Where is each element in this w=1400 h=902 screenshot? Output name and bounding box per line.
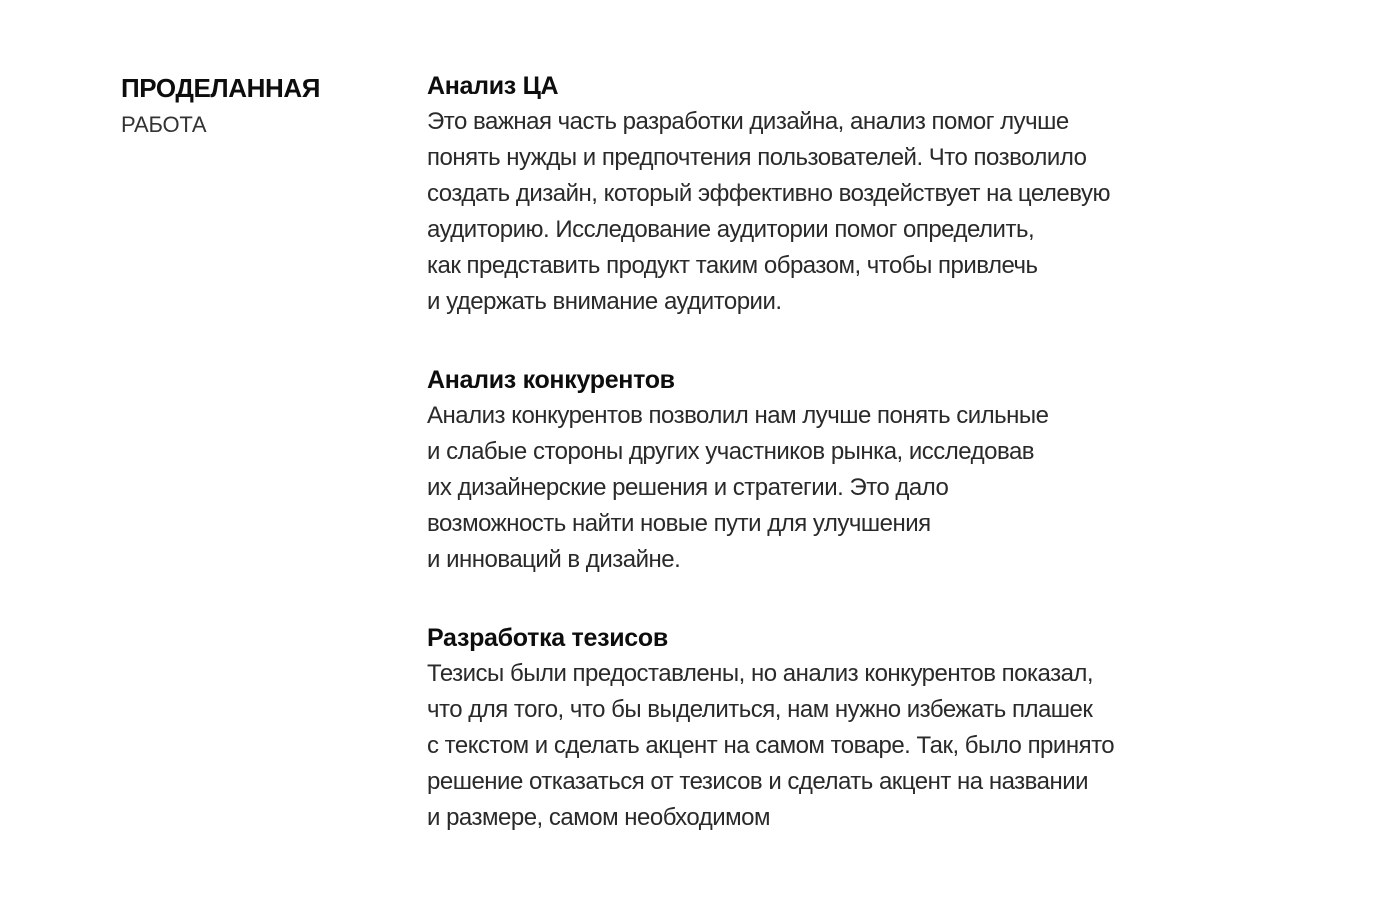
section-theses-development <box>427 620 1357 836</box>
section-competitor-analysis <box>427 362 1357 578</box>
paragraph-line: и удержать внимание аудитории. <box>427 288 782 315</box>
paragraph-line: Это важная часть разработки дизайна, анализ помог лучше <box>427 108 1069 135</box>
section-audience-analysis <box>427 68 1357 320</box>
section-body <box>427 398 1357 578</box>
paragraph-line: понять нужды и предпочтения пользователей. Что позволило <box>427 144 1087 171</box>
paragraph-line: что для того, что бы выделиться, нам нужно избежать плашек <box>427 696 1093 723</box>
section-heading: Разработка тезисов <box>427 624 668 652</box>
section-body <box>427 656 1357 836</box>
paragraph-line: аудиторию. Исследование аудитории помог определить, <box>427 216 1035 243</box>
paragraph-line: Анализ конкурентов позволил нам лучше понять сильные <box>427 402 1049 429</box>
section-heading: Анализ конкурентов <box>427 366 675 394</box>
paragraph-line: возможность найти новые пути для улучшения <box>427 510 931 537</box>
section-heading: Анализ ЦА <box>427 72 559 100</box>
paragraph-line: как представить продукт таким образом, чтобы привлечь <box>427 252 1038 279</box>
work-content <box>427 68 1357 878</box>
paragraph-line: решение отказаться от тезисов и сделать акцент на названии <box>427 768 1089 795</box>
paragraph-line: Тезисы были предоставлены, но анализ конкурентов показал, <box>427 660 1094 687</box>
paragraph-line: с текстом и сделать акцент на самом товаре. Так, было принято <box>427 732 1115 759</box>
section-subtitle: РАБОТА <box>121 112 207 137</box>
paragraph-line: и слабые стороны других участников рынка, исследовав <box>427 438 1035 465</box>
paragraph-line: и размере, самом необходимом <box>427 804 770 831</box>
paragraph-line: создать дизайн, который эффективно воздействует на целевую <box>427 180 1110 207</box>
paragraph-line: их дизайнерские решения и стратегии. Это дало <box>427 474 949 501</box>
paragraph-line: и инноваций в дизайне. <box>427 546 681 573</box>
section-body <box>427 104 1357 320</box>
section-title: ПРОДЕЛАННАЯ <box>121 73 321 103</box>
section-title-block <box>121 70 401 144</box>
